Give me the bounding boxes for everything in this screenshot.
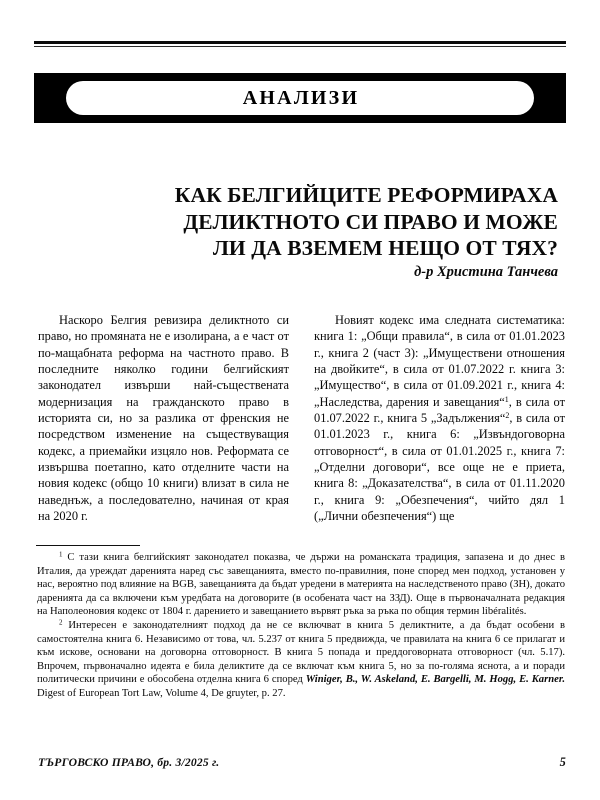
article-title-line-3: ЛИ ДА ВЗЕМЕМ НЕЩО ОТ ТЯХ? xyxy=(212,236,558,261)
body-column-right xyxy=(314,312,565,524)
footnote-citation-authors: Winiger, B., W. Askeland, E. Bargelli, M. Hogg, E. Karner. xyxy=(305,674,566,686)
footnote-marker-2: 2 xyxy=(59,618,63,627)
header-double-rule xyxy=(34,41,566,47)
footnote-item-2 xyxy=(37,619,565,701)
section-banner-pill xyxy=(66,81,534,115)
footnote-text-2-before-citation: Интересен е законодателният подход да не се включват в книга 5 деликтните, а да бъдат особени в самостоятелна книга 6. Независимо от това, чл. 5.237 от книга 5 предвижда, че правилата на книга 6 се прилагат и към искове, основани на договорна отговорност. В книга 5 попада и преддоговорната отговорност (чл. 5.17). Впрочем, първоначално идеята е била деликтите да се включат към книга 5, но за по-голяма яснота, а и поради политически причини е обособена отделна книга 6 според xyxy=(37,619,565,686)
running-footer xyxy=(38,755,566,770)
body-columns xyxy=(38,312,566,524)
footer-journal-title: ТЪРГОВСКО ПРАВО, бр. 3/2025 г. xyxy=(38,756,220,769)
footnote-separator-rule xyxy=(36,545,140,546)
body-paragraph-left: Наскоро Белгия ревизира деликтното си право, но промяната не е изолирана, а е част от по-мащабната реформа на частното право. В последните няколко години белгийският законодател извърши най-съществената модернизация на гражданското право в историята си, но за разлика от френския не посредством изменение на съществуващия кодекс, а приемайки изцяло нов. Реформата се извършва поетапно, като отделните части на новия кодекс (общо 10 книги) влизат в сила не наведнъж, а последователно, начиная от края на 2020 г. xyxy=(38,313,289,524)
footnote-item-1 xyxy=(37,551,565,619)
footer-page-number: 5 xyxy=(559,755,566,769)
body-right-segment-1: Новият кодекс има следната систематика: книга 1: „Общи правила“, в сила от 01.01.2023 г., книга 2 (част 3): „Имуществени отношения на двойките“, в сила от 01.07.2022 г. книга 3: „Имущество“, в сила от 01.09.2021 г., книга 4: „Наследства, дарения и завещания“ xyxy=(314,313,565,409)
footnote-text-1: С тази книга белгийският законодател показва, че държи на романската традиция, запазена и до днес в Италия, да уреждат дaренията наред със завещанията, вместо по-правилния, поне според мен подход, установен у нас, вероятно под влияние на BGB, завещанията да бъдат уредени в материята на наследственото право (ЗН), докато дaренията да са включени към уредбата на договорите (в особената част на ЗЗД). Още в първоначалната редакция на Наполеоновия кодекс от 1804 г. дарението и завещанието вървят ръка за ръка по общия термин libéralités. xyxy=(37,552,565,618)
article-title-line-2: ДЕЛИКТНОТО СИ ПРАВО И МОЖЕ xyxy=(183,209,558,234)
footnote-marker-1: 1 xyxy=(59,550,63,559)
footnote-ref-1[interactable]: 1 xyxy=(504,394,509,404)
section-label: АНАЛИЗИ xyxy=(242,87,360,109)
body-right-segment-2: , в сила от 01.07.2022 г., книга 5 „Задължения“ xyxy=(314,394,565,426)
footnote-text-2-after-citation: Digest of European Tort Law, Volume 4, De gruyter, p. 27. xyxy=(37,687,286,699)
body-column-left xyxy=(38,312,289,524)
header-rule-thin xyxy=(34,46,566,47)
body-paragraph-right xyxy=(314,312,565,524)
article-title-line-1: КАК БЕЛГИЙЦИТЕ РЕФОРМИРАХА xyxy=(174,183,558,208)
section-banner xyxy=(34,73,566,123)
body-right-segment-3: , в сила от 01.01.2023 г., книга 6: „Извъндоговорна отговорност“, в сила от 01.01.2025 г., книга 7: „Отделни договори“, все още не е приета, книга 8: „Доказателства“, в сила от 01.11.2020 г., книга 9: „Обезпечения“, чийто дял 1 („Лични обезпечения“) ще xyxy=(314,411,565,524)
article-author: д-р Христина Танчева xyxy=(414,264,558,280)
footnote-area xyxy=(37,551,565,701)
article-title xyxy=(146,182,558,262)
footnote-ref-2[interactable]: 2 xyxy=(505,410,510,420)
